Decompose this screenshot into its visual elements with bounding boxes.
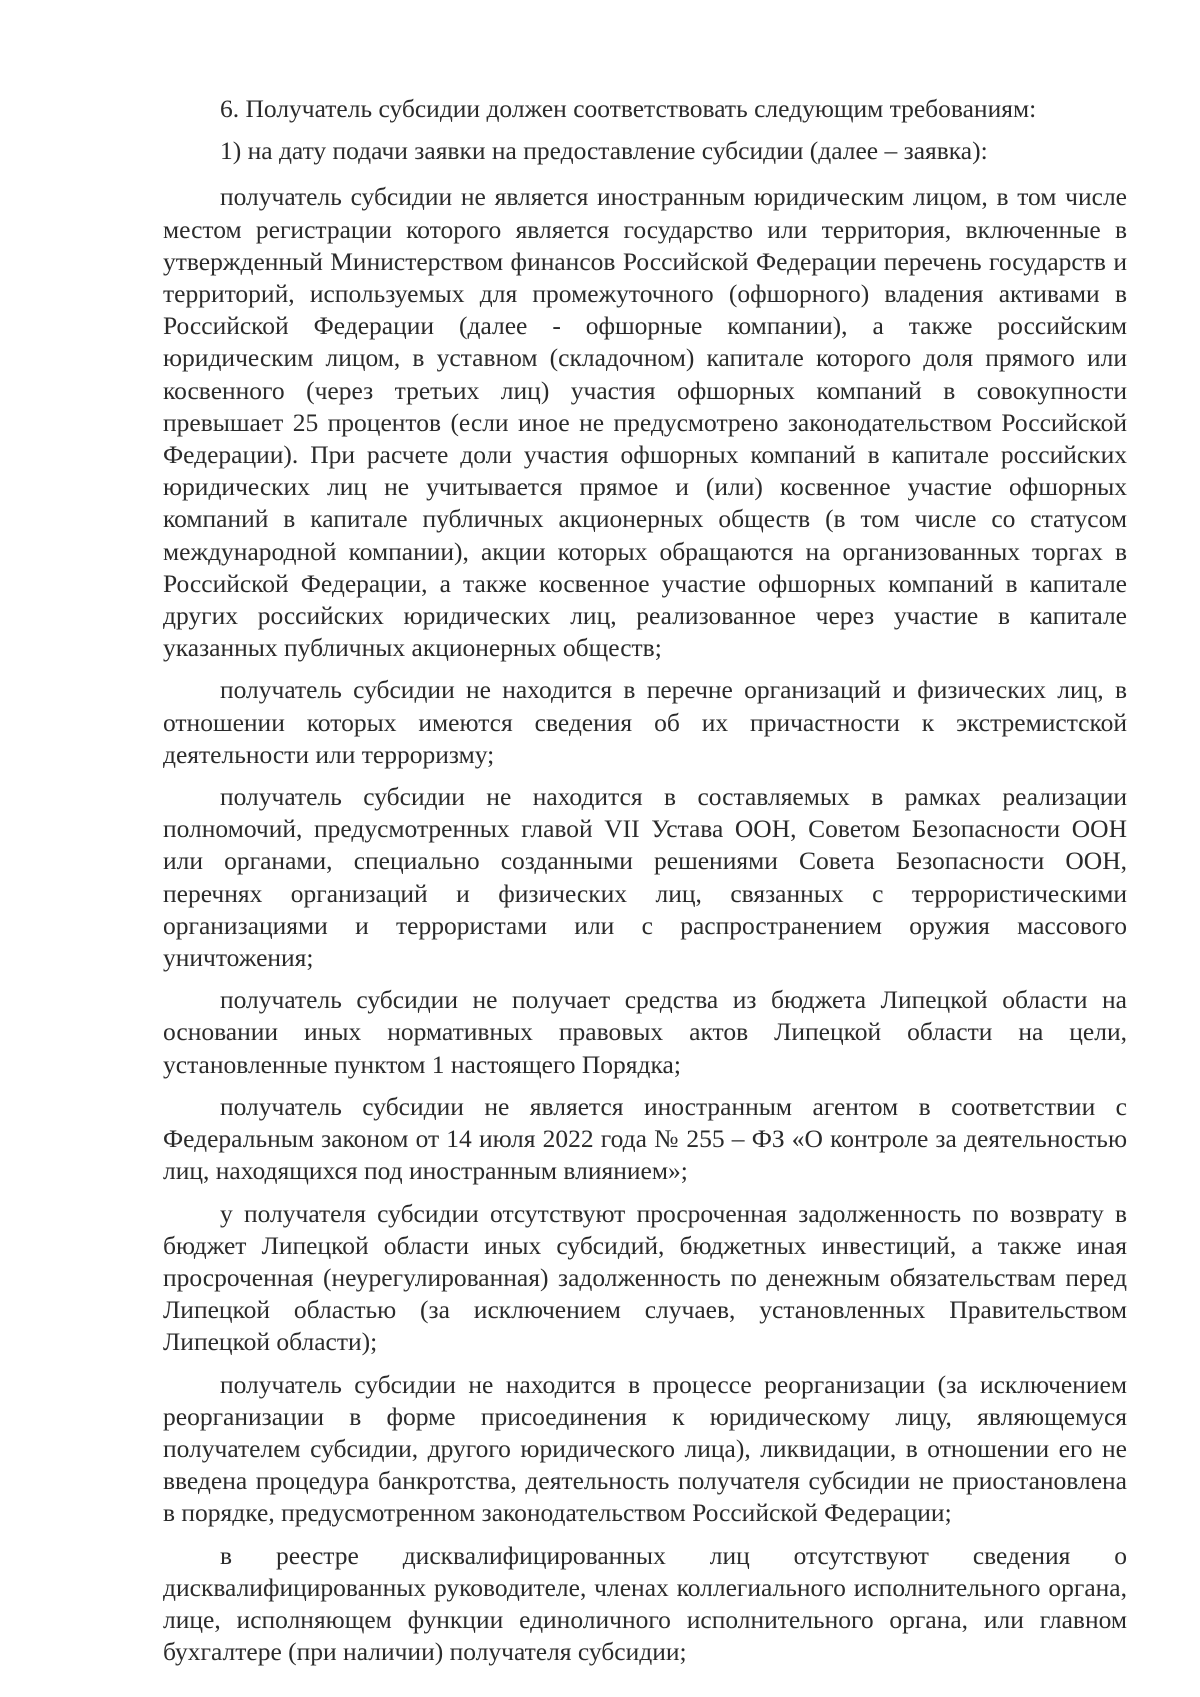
requirements-heading: 6. Получатель субсидии должен соответствовать следующим требованиям: [220,94,1037,123]
paragraph-foreign-agent: получатель субсидии не является иностранным агентом в соответствии с Федеральным законом от 14 июля 2022 года № 255 – ФЗ «О контроле за деятельностью лиц, находящихся под иностранным влиянием»; [163,1091,1127,1186]
document-page [163,0,1127,1668]
paragraph-extremism-list: получатель субсидии не находится в перечне организаций и физических лиц, в отношении которых имеются сведения об их причастности к экстремистской деятельности или терроризму; [163,675,1127,769]
item-1-heading: 1) на дату подачи заявки на предоставление субсидии (далее – заявка): [220,136,988,166]
paragraph-overdue-debt: у получателя субсидии отсутствуют просроченная задолженность по возврату в бюджет Липецкой области иных субсидий, бюджетных инвестиций, а также иная просроченная (неурегулированная) задолженность по денежным обязательствам перед Липецкой областью (за исключением случаев, установленных Правительством Липецкой области); [163,1198,1127,1357]
paragraph-reorganization: получатель субсидии не находится в процессе реорганизации (за исключением реорганизации в форме присоединения к юридическому лицу, являющемуся получателем субсидии, другого юридического лица), ликвидации, в отношении его не введена процедура банкротства, деятельность получателя субсидии не приостановлена в порядке, предусмотренном законодательством Российской Федерации; [163,1369,1127,1528]
paragraph-budget-funds: получатель субсидии не получает средства из бюджета Липецкой области на основании иных нормативных правовых актов Липецкой области на цели, установленные пунктом 1 настоящего Порядка; [163,985,1127,1079]
paragraph-offshore-companies: получатель субсидии не является иностранным юридическим лицом, в том числе местом регистрации которого является государство или территория, включенные в утвержденный Министерством финансов Российской Федерации перечень государств и территорий, используемых для промежуточного (офшорного) владения активами в Российской Федерации (далее - офшорные компании), а также российским юридическим лицом, в уставном (складочном) капитале которого доля прямого или косвенного (через третьих лиц) участия офшорных компаний в совокупности превышает 25 процентов (если иное не предусмотрено законодательством Российской Федерации). При расчете доли участия офшорных компаний в капитале российских юридических лиц не учитывается прямое и (или) косвенное участие офшорных компаний в капитале публичных акционерных обществ (в том числе со статусом международной компании), акции которых обращаются на организованных торгах в Российской Федерации, а также косвенное участие офшорных компаний в капитале других российских юридических лиц, реализованное через участие в капитале указанных публичных акционерных обществ; [163,182,1127,663]
paragraph-disqualified-persons: в реестре дисквалифицированных лиц отсутствуют сведения о дисквалифицированных руководителе, членах коллегиального исполнительного органа, лице, исполняющем функции единоличного исполнительного органа, или главном бухгалтере (при наличии) получателя субсидии; [163,1540,1127,1667]
paragraph-un-sanctions: получатель субсидии не находится в составляемых в рамках реализации полномочий, предусмотренных главой VII Устава ООН, Советом Безопасности ООН или органами, специально созданными решениями Совета Безопасности ООН, перечнях организаций и физических лиц, связанных с террористическими организациями и террористами или с распространением оружия массового уничтожения; [163,782,1127,973]
